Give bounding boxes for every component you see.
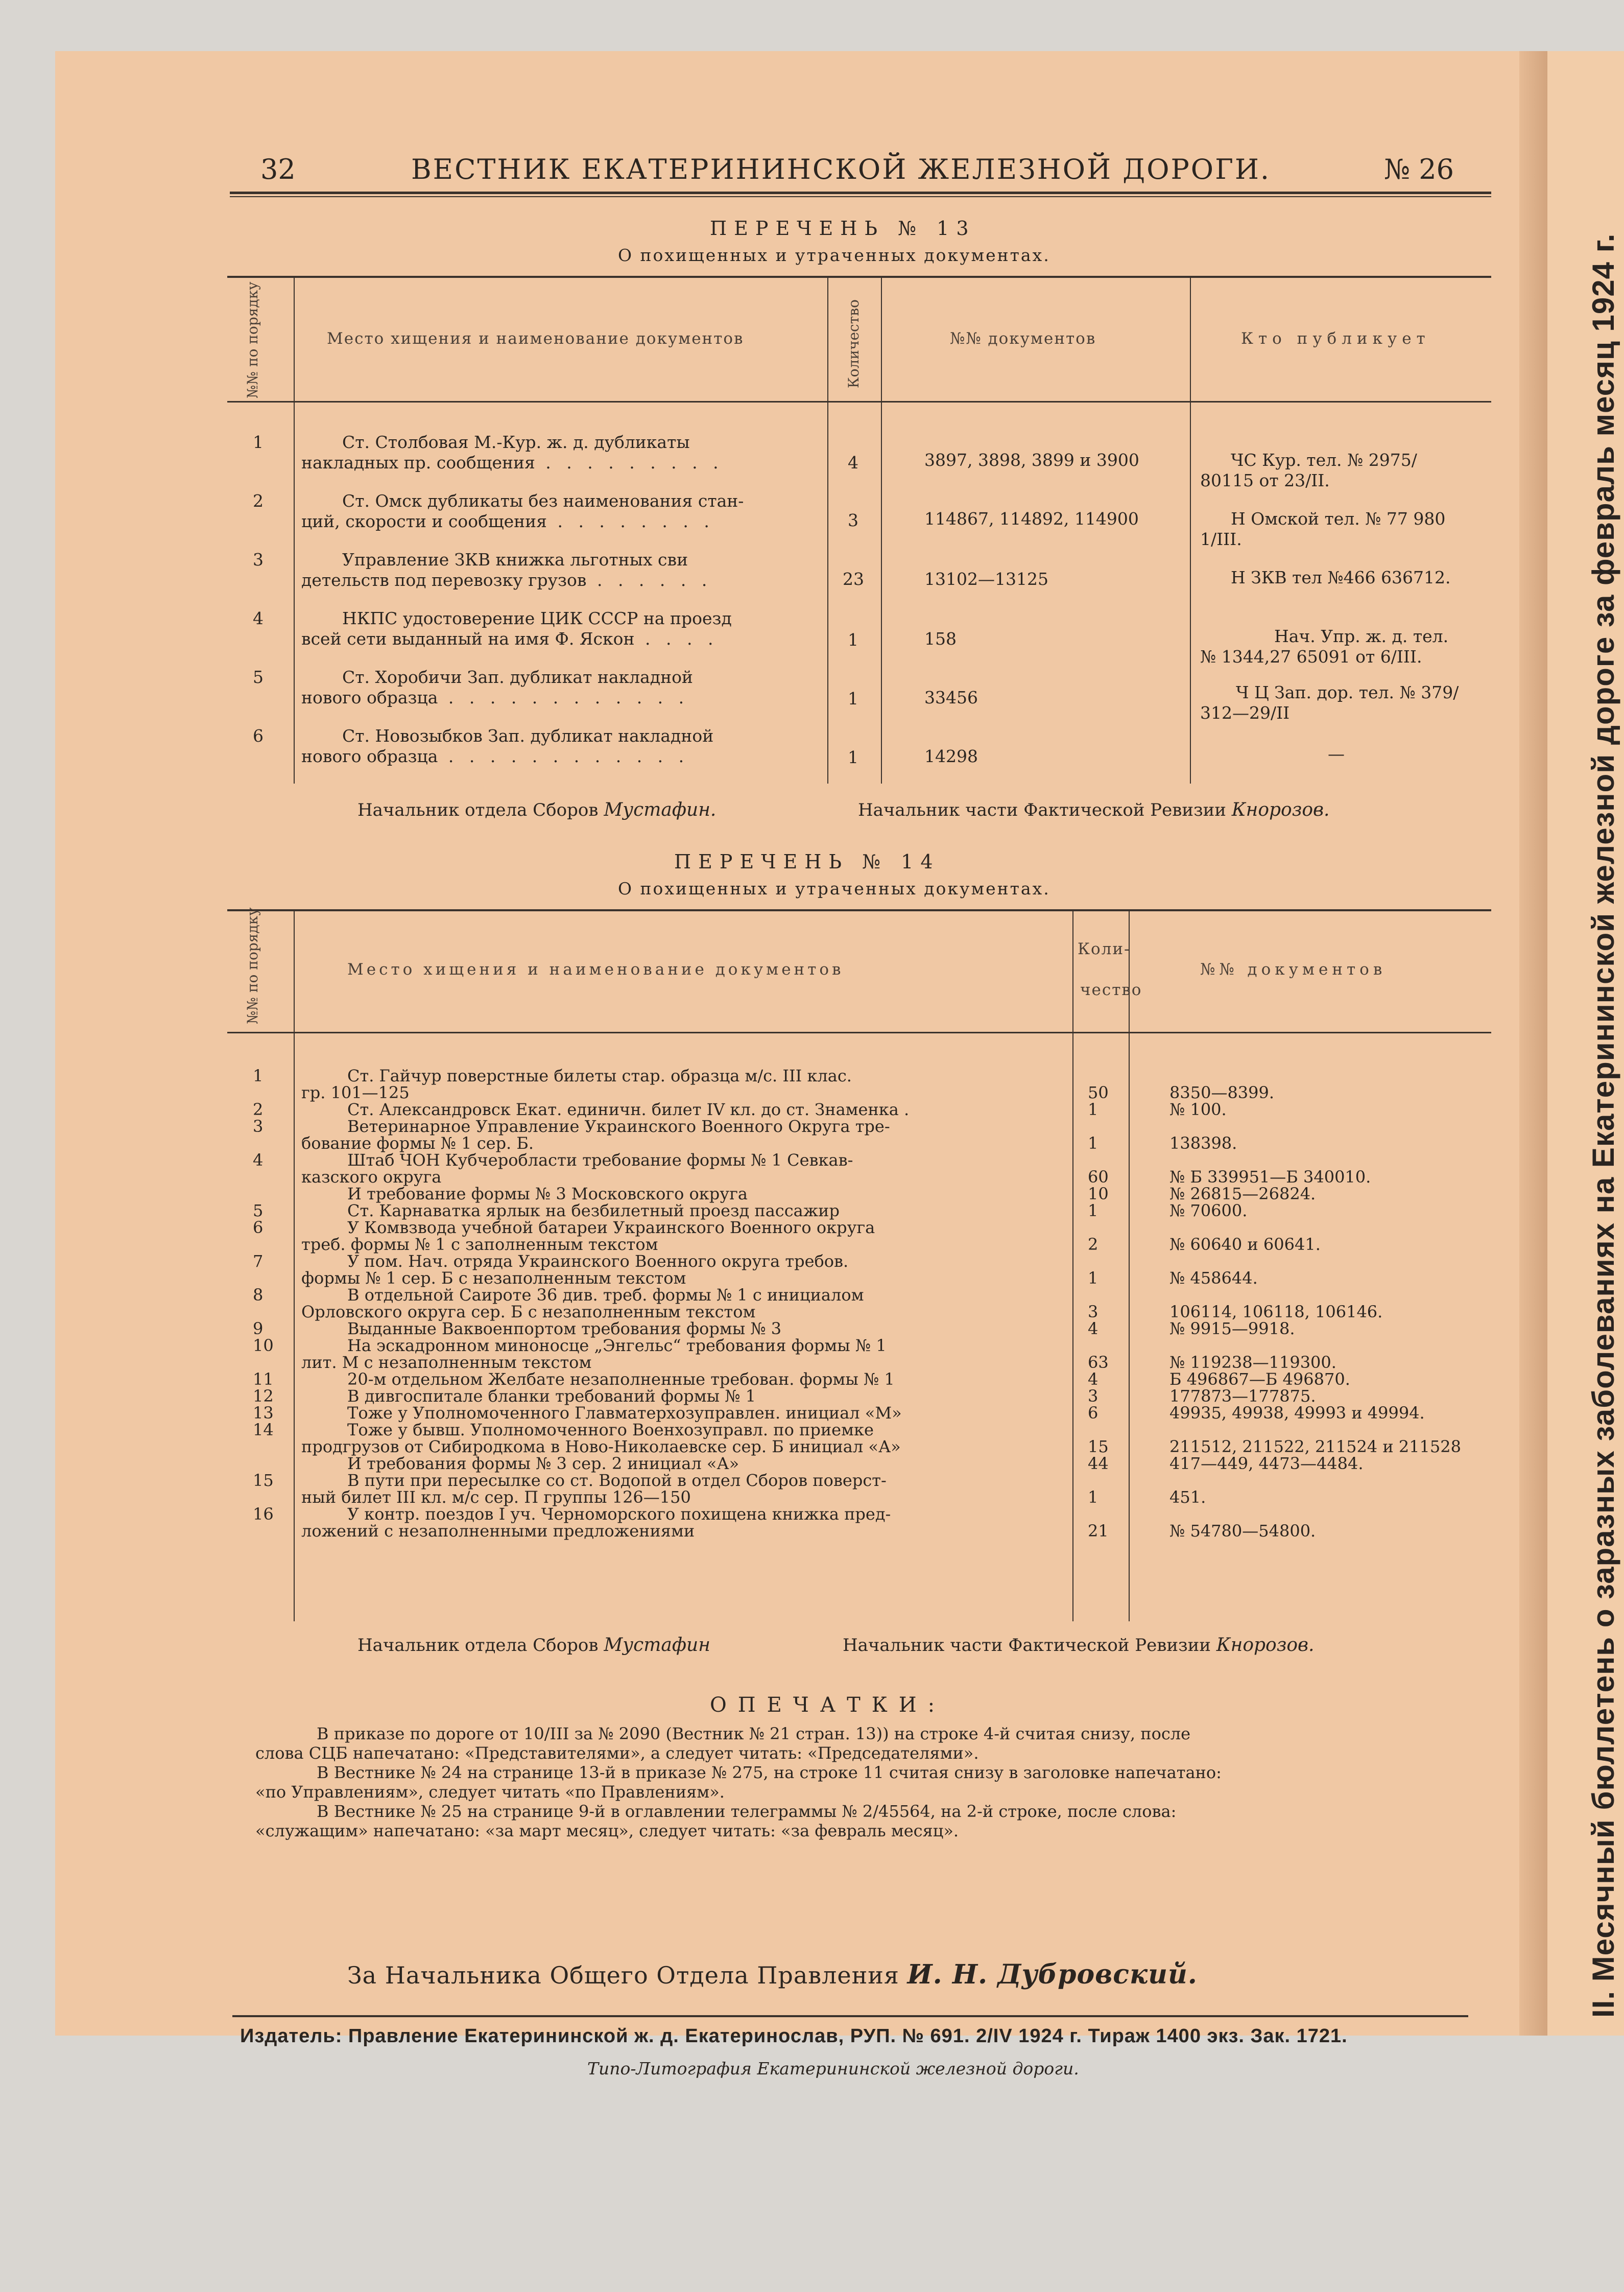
header-docs: №№ документов [1200,960,1387,979]
row-text: гр. 101—125 [301,1083,410,1102]
row-number: 6 [253,1218,264,1237]
row-docs: 114867, 114892, 114900 [924,509,1139,529]
list14-subtitle: О похищенных и утраченных документах. [618,879,1050,899]
column-divider [827,278,828,784]
row-number: 2 [253,491,264,511]
row-qty: 1 [848,630,858,650]
row-qty: 60 [1088,1167,1109,1187]
row-publisher: Н ЗКВ тел №466 636712. [1231,568,1451,587]
list13-subtitle: О похищенных и утраченных документах. [618,245,1050,265]
list13-signature-left: Начальник отдела Сборов Мустафин. [357,799,717,820]
row-qty: 1 [848,689,858,708]
row-text: Ст. Столбовая М.-Кур. ж. д. дубликаты [342,432,690,452]
row-text: Орловского округа сер. Б с незаполненным текстом [301,1302,756,1321]
row-number: 6 [253,726,264,746]
row-qty: 4 [1088,1369,1098,1389]
row-number: 5 [253,667,264,687]
row-text: У пом. Нач. отряда Украинского Военного округа требов. [347,1251,849,1271]
row-qty: 23 [843,569,864,589]
row-text: детельств под перевозку грузов [301,570,587,590]
row-text: нового образца [301,746,438,766]
side-page-heading: II. Месячный бюллетень о заразных заболеваниях на Екатерининской железной дороге за февраль месяц 1924 г. [1586,233,1620,2018]
row-number: 4 [253,1150,264,1170]
table-top-rule [227,909,1491,911]
row-text: Ветеринарное Управление Украинского Военного Округа тре- [347,1117,890,1136]
row-text: казского округа [301,1167,442,1187]
row-text: В дивгоспитале бланки требований формы № 1 [347,1386,756,1406]
row-number: 8 [253,1285,264,1305]
row-publisher: Н Омской тел. № 77 980 [1231,509,1446,529]
row-docs: № Б 339951—Б 340010. [1169,1167,1371,1187]
row-text: В отдельной Саироте 36 див. треб. формы № 1 с инициалом [347,1285,864,1305]
header-docs: №№ документов [950,329,1096,348]
row-number: 3 [253,1117,264,1136]
row-qty: 3 [848,510,858,530]
row-number: 10 [253,1336,274,1355]
row-docs: 13102—13125 [924,569,1048,589]
errata-line: В приказе по дороге от 10/III за № 2090 (Вестник № 21 стран. 13)) на строке 4-й считая снизу, после [317,1724,1191,1743]
table-header-rule [227,1032,1491,1033]
row-text: Ст. Новозыбков Зап. дубликат накладной [342,726,714,746]
row-text: И требования формы № 3 сер. 2 инициал «А» [347,1454,739,1473]
printer-imprint: Типо-Литография Екатерининской железной дороги. [587,2059,1079,2078]
page-number: 32 [260,153,296,185]
row-text: Ст. Гайчур поверстные билеты стар. образца м/с. III клас. [347,1066,852,1085]
row-docs: 33456 [924,688,978,707]
row-number: 15 [253,1471,274,1490]
journal-title: ВЕСТНИК ЕКАТЕРИНИНСКОЙ ЖЕЛЕЗНОЙ ДОРОГИ. [411,153,1271,185]
row-number: 5 [253,1201,264,1220]
row-docs: 417—449, 4473—4484. [1169,1454,1364,1473]
issue-number: № 26 [1384,153,1454,185]
row-text: В пути при пересылке со ст. Водопой в отдел Сборов поверст- [347,1471,887,1490]
row-docs: № 26815—26824. [1169,1184,1316,1203]
row-docs: № 70600. [1169,1201,1248,1220]
row-number: 7 [253,1251,264,1271]
row-text: Тоже у Уполномоченного Главматерхозуправлен. инициал «М» [347,1403,902,1423]
row-qty: 1 [1088,1268,1098,1288]
row-text: У Комвзвода учебной батареи Украинского Военного округа [347,1218,875,1237]
row-text: треб. формы № 1 с заполненным текстом [301,1235,658,1254]
row-qty: 3 [1088,1302,1098,1321]
row-number: 1 [253,432,264,452]
header-place: Место хищения и наименование документов [327,329,744,348]
row-docs: № 60640 и 60641. [1169,1235,1321,1254]
row-text: Ст. Карнаватка ярлык на безбилетный проезд пассажир [347,1201,840,1220]
row-qty: 15 [1088,1437,1109,1456]
row-docs: 177873—177875. [1169,1386,1316,1406]
row-qty: 1 [1088,1133,1098,1153]
row-text: И требование формы № 3 Московского округа [347,1184,748,1203]
row-qty: 1 [1088,1487,1098,1507]
row-docs: 138398. [1169,1133,1237,1153]
row-number: 11 [253,1369,274,1389]
row-docs: № 54780—54800. [1169,1521,1316,1541]
errata-line: В Вестнике № 24 на странице 13-й в приказе № 275, на строке 11 считая снизу в заголовке напечатано: [317,1763,1222,1782]
header-publisher: Кто публикует [1241,329,1430,348]
column-divider [1190,278,1191,784]
row-publisher: 1/III. [1200,529,1242,549]
header-place: Место хищения и наименование документов [347,960,844,979]
column-divider [294,911,295,1621]
row-text: формы № 1 сер. Б с незаполненным текстом [301,1268,686,1288]
row-text: Управление ЗКВ книжка льготных сви [342,550,688,570]
row-docs: № 9915—9918. [1169,1319,1295,1338]
row-docs: 8350—8399. [1169,1083,1275,1102]
row-number: 14 [253,1420,274,1439]
row-text: накладных пр. сообщения [301,453,535,472]
row-docs: 14298 [924,746,978,766]
imprint-rule [232,2015,1468,2017]
row-qty: 1 [1088,1201,1098,1220]
row-text: ложений с незаполненными предложениями [301,1521,695,1541]
row-qty: 2 [1088,1235,1098,1254]
row-text: продгрузов от Сибиродкома в Ново-Николаевске сер. Б инициал «А» [301,1437,901,1456]
row-docs: № 100. [1169,1100,1227,1119]
publisher-imprint: Издатель: Правление Екатерининской ж. д. Екатеринослав, РУП. № 691. 2/IV 1924 г. Тираж 1400 экз. Зак. 1721. [240,2025,1348,2047]
row-publisher: Нач. Упр. ж. д. тел. [1274,626,1449,646]
errata-title: ОПЕЧАТКИ: [710,1693,946,1717]
row-number: 2 [253,1100,264,1119]
row-number: 13 [253,1403,274,1423]
header-qty: Коли- [1078,940,1131,958]
errata-line: слова СЦБ напечатано: «Представителями», а следует читать: «Председателями». [255,1743,979,1763]
errata-line: «служащим» напечатано: «за март месяц», следует читать: «за февраль месяц». [255,1821,959,1840]
row-number: 9 [253,1319,264,1338]
row-docs: Б 496867—Б 496870. [1169,1369,1350,1389]
row-text: лит. М с незаполненным текстом [301,1353,592,1372]
list14-signature-right: Начальник части Фактической Ревизии Кнорозов. [843,1635,1315,1656]
column-divider [1072,911,1073,1621]
row-qty: 1 [848,747,858,767]
row-text: НКПС удостоверение ЦИК СССР на проезд [342,608,732,628]
row-text: Штаб ЧОН Кубчеробласти требование формы № 1 Севкав- [347,1150,853,1170]
header-qty: Количество [845,299,862,388]
row-docs: 49935, 49938, 49993 и 49994. [1169,1403,1425,1423]
row-number: 4 [253,608,264,628]
closing-signature: За Начальника Общего Отдела Правления И. Н. Дубровский. [347,1959,1198,1990]
row-text: нового образца [301,688,438,707]
row-text: ный билет III кл. м/с сер. П группы 126—150 [301,1487,691,1507]
row-text: Ст. Александровск Екат. единичн. билет IV кл. до ст. Знаменка . [347,1100,910,1119]
column-divider [881,278,882,784]
row-qty: 4 [848,453,858,472]
table-header-rule [227,401,1491,403]
list14-signature-left: Начальник отдела Сборов Мустафин [357,1635,710,1656]
row-text: Выданные Ваквоенпортом требования формы № 3 [347,1319,782,1338]
row-text: Ст. Омск дубликаты без наименования стан- [342,491,744,511]
row-text: бование формы № 1 сер. Б. [301,1133,534,1153]
row-qty: 63 [1088,1353,1109,1372]
row-number: 12 [253,1386,274,1406]
header-rule [230,192,1491,194]
list14-title: ПЕРЕЧЕНЬ № 14 [674,850,940,873]
row-qty: 10 [1088,1184,1109,1203]
header-no: №№ по порядку [244,907,261,1024]
list13-signature-right: Начальник части Фактической Ревизии Кнорозов. [858,799,1330,820]
row-text: На эскадронном миноносце „Энгельс“ требования формы № 1 [347,1336,887,1355]
row-qty: 3 [1088,1386,1098,1406]
row-publisher: 312—29/II [1200,703,1290,723]
row-publisher: ЧС Кур. тел. № 2975/ [1231,450,1417,470]
row-docs: № 458644. [1169,1268,1258,1288]
header-no: №№ по порядку [244,281,261,398]
row-qty: 1 [1088,1100,1098,1119]
row-docs: 158 [924,629,957,649]
row-publisher: № 1344,27 65091 от 6/III. [1200,647,1422,667]
errata-line: В Вестнике № 25 на странице 9-й в оглавлении телеграммы № 2/45564, на 2-й строке, после слова: [317,1802,1177,1821]
row-publisher: — [1328,744,1345,764]
row-docs: 3897, 3898, 3899 и 3900 [924,450,1139,470]
row-qty: 21 [1088,1521,1109,1541]
row-publisher: 80115 от 23/II. [1200,470,1330,490]
table-top-rule [227,276,1491,278]
row-docs: 211512, 211522, 211524 и 211528 [1169,1437,1461,1456]
column-divider [1129,911,1130,1621]
row-text: 20-м отдельном Желбате незаполненные требован. формы № 1 [347,1369,895,1389]
row-number: 1 [253,1066,264,1085]
row-qty: 4 [1088,1319,1098,1338]
header-qty: чество [1080,981,1142,999]
row-docs: 106114, 106118, 106146. [1169,1302,1383,1321]
row-text: Тоже у бывш. Уполномоченного Военхозуправл. по приемке [347,1420,874,1439]
column-divider [294,278,295,784]
row-docs: № 119238—119300. [1169,1353,1336,1372]
list13-title: ПЕРЕЧЕНЬ № 13 [710,217,976,240]
row-publisher: Ч Ц Зап. дор. тел. № 379/ [1236,682,1459,702]
row-text: ций, скорости и сообщения [301,511,547,531]
row-qty: 44 [1088,1454,1109,1473]
header-rule-thin [230,196,1491,197]
row-text: Ст. Хоробичи Зап. дубликат накладной [342,667,693,687]
row-number: 3 [253,550,264,570]
row-number: 16 [253,1504,274,1524]
row-text: всей сети выданный на имя Ф. Яскон [301,629,635,649]
page-binding-fold [1519,51,1547,2036]
row-qty: 6 [1088,1403,1098,1423]
row-text: У контр. поездов I уч. Черноморского похищена книжка пред- [347,1504,891,1524]
row-docs: 451. [1169,1487,1206,1507]
errata-line: «по Управлениям», следует читать «по Правлениям». [255,1782,725,1802]
row-qty: 50 [1088,1083,1109,1102]
